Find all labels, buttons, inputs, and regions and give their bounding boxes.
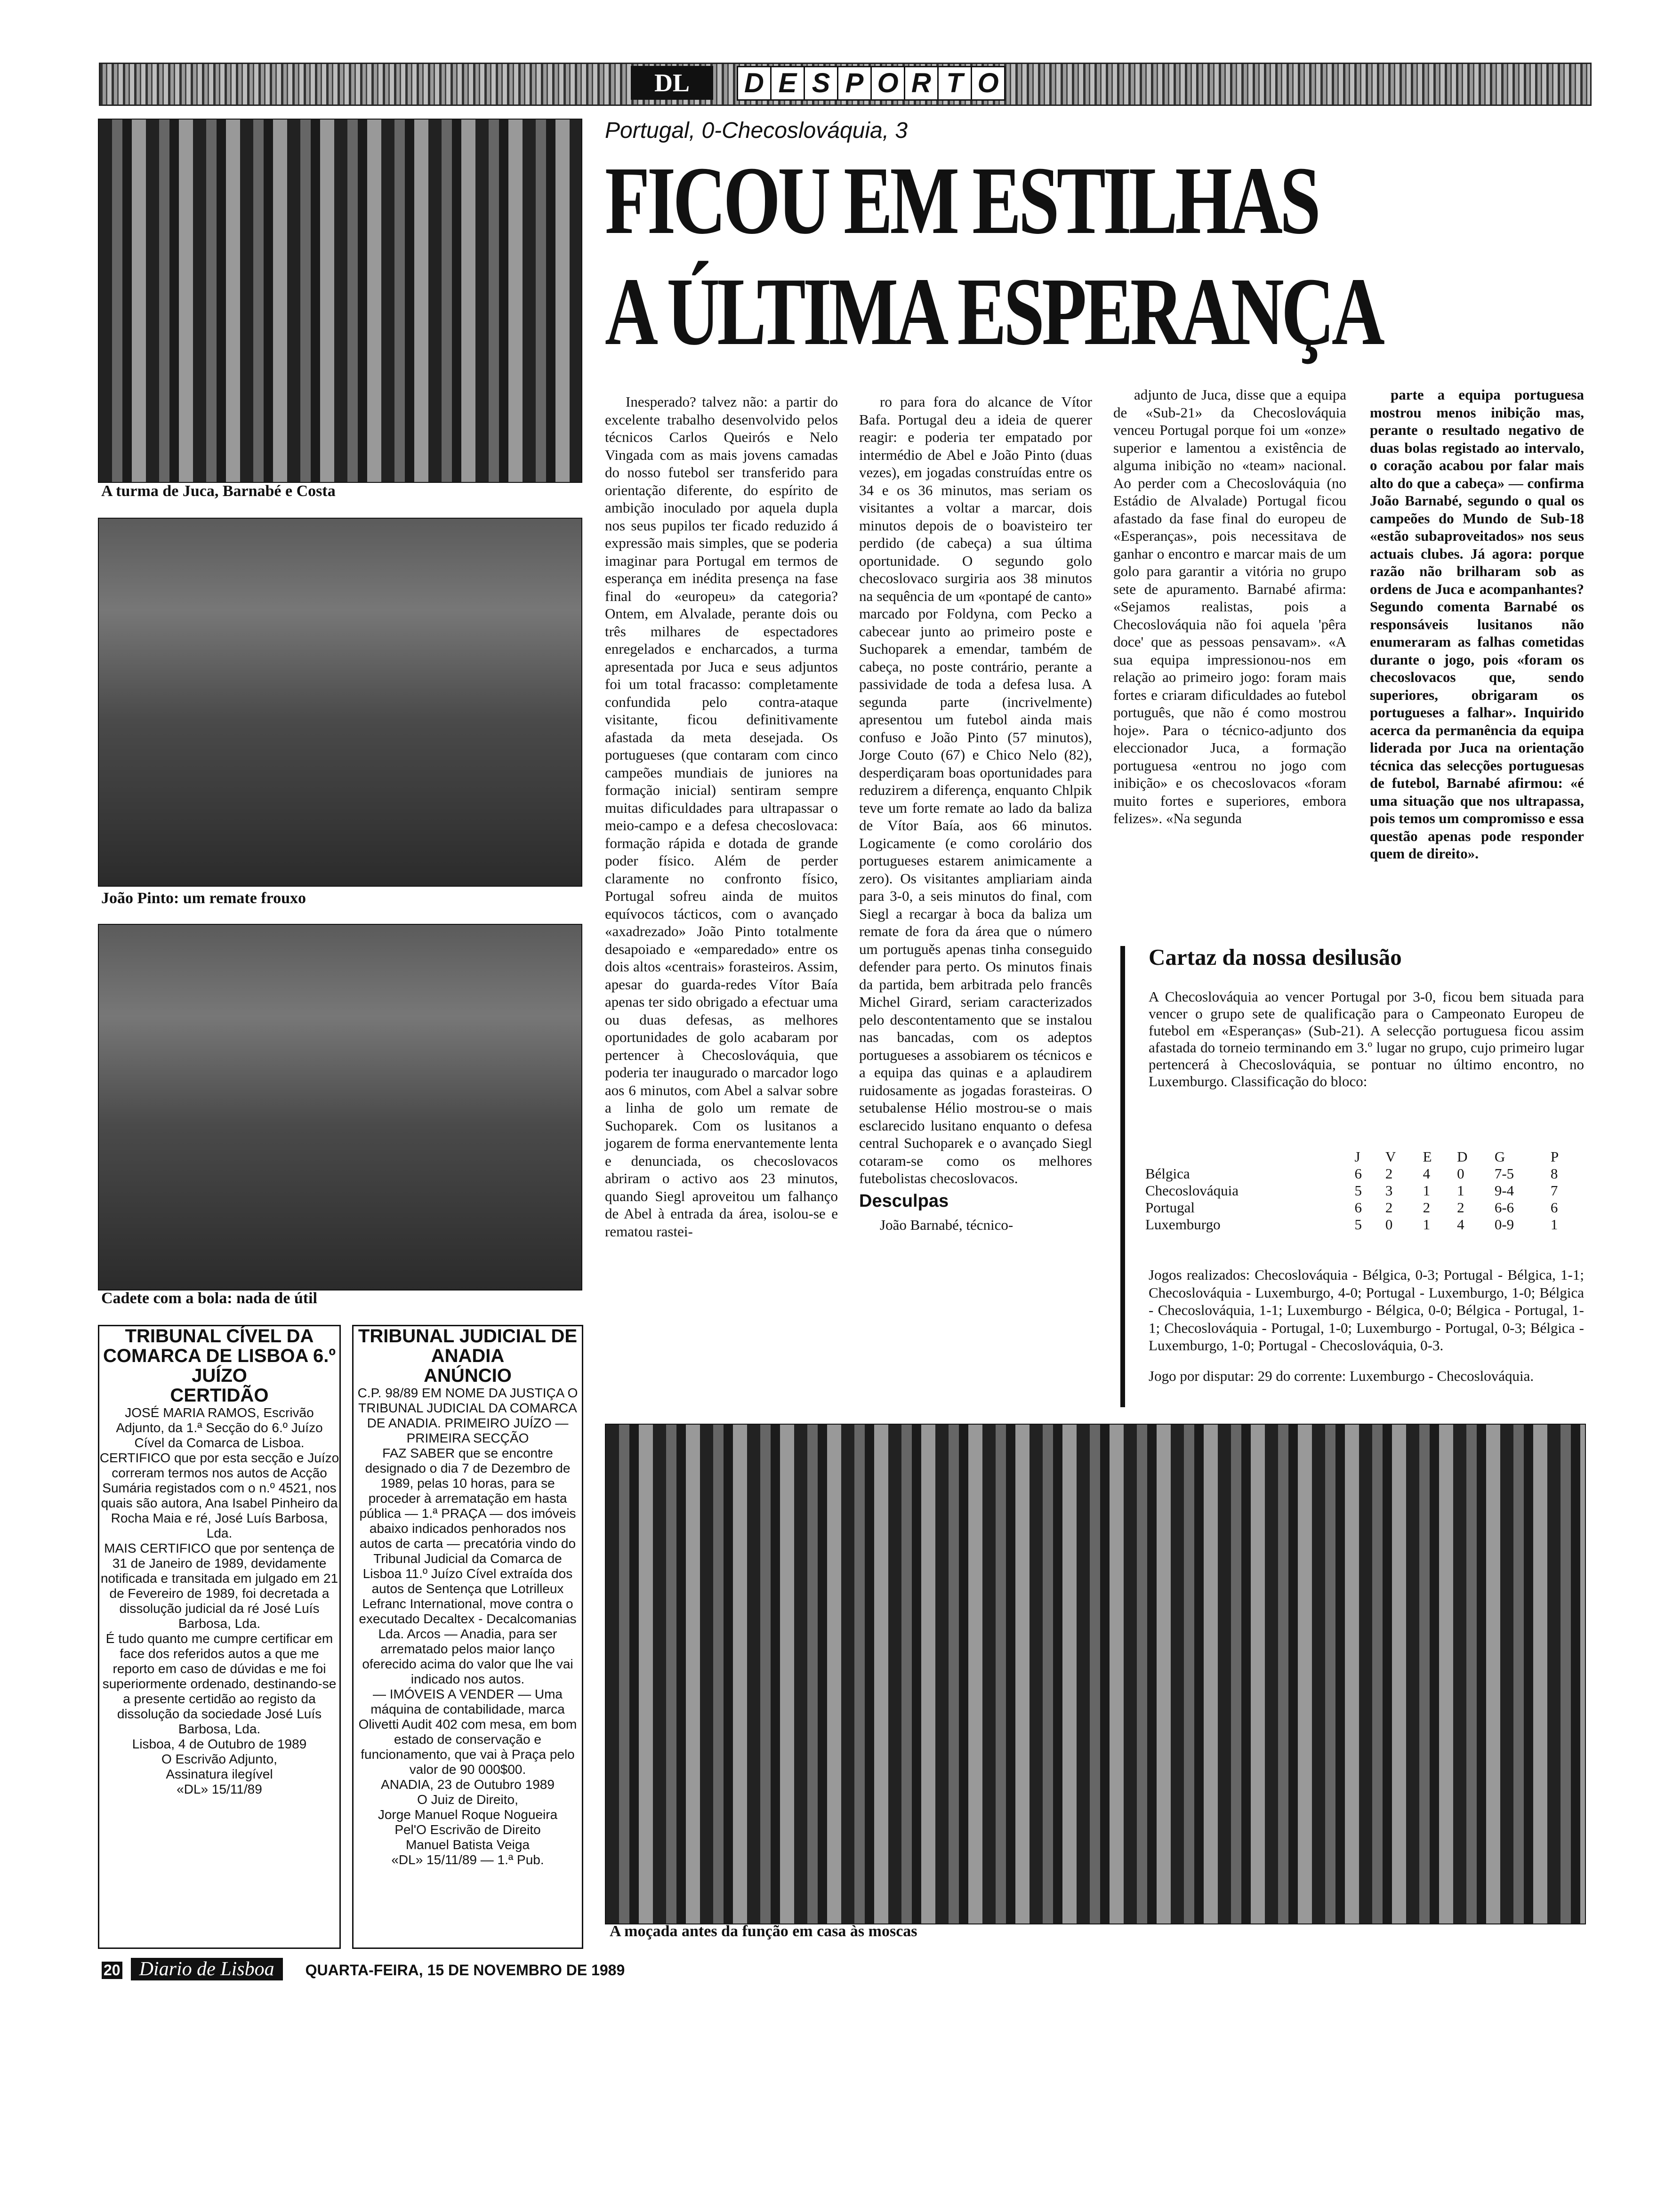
photo-caption: A turma de Juca, Barnabé e Costa [101, 482, 336, 500]
column-text: parte a equipa portuguesa mostrou menos inibição mas, perante o resultado negativo de duas bolas registado ao intervalo, o coração acabou por falar mais alto do que a cabeça» — confirma João Barnabé, segundo o qual os campeões do Mundo de Sub-18 «estão subaproveitados» nos seus actuais clubes. Já agora: porque razão não brilharam sob as ordens de Juca e acompanhantes? Segundo comenta Barnabé os responsáveis lusitanos não enumeraram as falhas cometidas durante o jogo, pois «foram os checoslovacos que, sendo superiores, obrigaram os portugueses a falhar». Inquirido acerca da permanência da equipa liderada por Juca na orientação técnica das selecções portuguesas de futebol, Barnabé afirmou: «é uma situação que nos ultrapassa, pois temos um compromisso e essa questão apenas pode responder quem de direito». [1370, 386, 1584, 862]
table-cell: 9-4 [1494, 1182, 1514, 1199]
notice-title: TRIBUNAL CÍVEL DA COMARCA DE LISBOA 6.º JUÍZO [103, 1326, 336, 1386]
table-cell: 1 [1423, 1182, 1431, 1199]
table-header-row [1142, 1148, 1579, 1165]
notice-subtitle: ANÚNCIO [424, 1365, 512, 1386]
notice-signature: Assinatura ilegível [166, 1767, 273, 1781]
column-text: João Barnabé, técnico- [880, 1216, 1014, 1233]
page-number: 20 [102, 1962, 122, 1979]
notice-ref: «DL» 15/11/89 [177, 1782, 262, 1796]
table-cell: 7 [1550, 1182, 1558, 1199]
headline-line: A ÚLTIMA ESPERANÇA [605, 257, 1382, 365]
issue-date: QUARTA-FEIRA, 15 DE NOVEMBRO DE 1989 [305, 1962, 625, 1979]
notice-signature: Manuel Batista Veiga [405, 1837, 530, 1852]
table-row [1142, 1199, 1579, 1216]
article-column [1370, 386, 1584, 930]
table-cell: 1 [1423, 1216, 1431, 1233]
page-footer [102, 1958, 1137, 1980]
article-column [605, 393, 838, 1344]
team-name: Portugal [1145, 1199, 1195, 1216]
table-cell: 2 [1385, 1199, 1393, 1216]
notice-subtitle: CERTIDÃO [170, 1385, 269, 1406]
team-photo [98, 119, 582, 483]
notice-signature: O Escrivão Adjunto, [161, 1752, 277, 1766]
table-cell: 6-6 [1494, 1199, 1514, 1216]
standings-table [1142, 1148, 1579, 1233]
notice-text: MAIS CERTIFICO que por sentença de 31 de Janeiro de 1989, devidamente notificada e transitada em julgado em 21 de Fevereiro de 1989, foi decretada a dissolução judicial da ré José Luís Barbosa, Lda. [100, 1541, 338, 1631]
table-cell: 5 [1354, 1216, 1362, 1233]
headline-line: FICOU EM ESTILHAS [605, 146, 1318, 254]
notice-text: FAZ SABER que se encontre designado o dia 7 de Dezembro de 1989, pelas 10 horas, para se proceder à arrematação em hasta pública — 1.ª PRAÇA — dos imóveis abaixo indicados penhorados nos autos de carta — precatória vindo do Tribunal Judicial da Comarca de Lisboa 11.º Juízo Cível extraída dos autos de Sentença que Lotrilleux Lefranc International, move contra o executado Decaltex - Decalcomanias Lda. Arcos — Anadia, para ser arrematado pelos maior lanço oferecido acima do valor que lhe vai indicado nos autos. [359, 1446, 577, 1686]
sidebar-rule [1120, 946, 1125, 1407]
notice-text: C.P. 98/89 EM NOME DA JUSTIÇA O TRIBUNAL JUDICIAL DA COMARCA DE ANADIA. PRIMEIRO JUÍZO — PRIMEIRA SECÇÃO [357, 1386, 578, 1445]
table-cell: 5 [1354, 1182, 1362, 1199]
table-cell: 6 [1550, 1199, 1558, 1216]
table-row [1142, 1182, 1579, 1199]
section-letter: T [937, 66, 972, 101]
newspaper-name: Diario de Lisboa [131, 1958, 283, 1980]
column-text: ro para fora do alcance de Vítor Bafa. Portugal deu a ideia de querer reagir: e poderia ter empatado por intermédio de Abel e João Pinto (duas vezes), em jogadas construídas entre os 34 e os 36 minutos, mas seriam os visitantes a voltar a marcar, dois minutos depois de o boavisteiro ter perdido (de cabeça) a sua última oportunidade. O segundo golo checoslovaco surgiria aos 38 minutos na sequência de um «pontapé de canto» marcado por Foldyna, com Pecko a cabecear junto ao primeiro poste e Suchoparek a emendar, também de cabeça, no poste contrário, perante a passividade de toda a defesa lusa. A segunda parte (incrivelmente) apresentou um futebol ainda mais confuso e João Pinto (57 minutos), Jorge Couto (67) e Chico Nelo (82), desperdiçaram boas oportunidades para reduzirem a diferença, enquanto Chlpik teve um forte remate ao lado da baliza de Vítor Baía, aos 66 minutos. Logicamente (e como corolário dos portugueses estarem animicamente a zero). Os visitantes ampliariam ainda para 3-0, a seis minutos do final, com Siegl a recargar à boca da baliza um remate de fora da área que o número um portuguěs apenas tinha conseguido defender para perto. Os minutos finais da partida, bem arbitrada pelo francês Michel Girard, seriam caracterizados pelo descontentamento que se instalou nas bancadas, com os adeptos portugueses a assobiarem os técnicos e a equipa das quinas e a aplaudirem ruidosamente as jogadas forasteiras. O setubalense Hélio mostrou-se o mais esclarecido lusitano enquanto o defesa central Suchoparek e o avançado Siegl cotaram-se como os melhores futebolistas checoslovacos. [859, 393, 1092, 1186]
notice-text: É tudo quanto me cumpre certificar em face dos referidos autos a que me reporto em caso de dúvidas e me foi superiormente ordenado, destinando-se a presente certidão ao registo da dissolução da sociedade José Luís Barbosa, Lda. [102, 1631, 337, 1736]
table-cell: 0 [1457, 1165, 1464, 1182]
table-cell: 6 [1354, 1165, 1362, 1182]
table-cell: 4 [1457, 1216, 1464, 1233]
section-letter: O [971, 66, 1005, 101]
table-cell: 6 [1354, 1199, 1362, 1216]
article-subtitle: Portugal, 0-Checoslováquia, 3 [605, 118, 908, 143]
table-cell: 2 [1423, 1199, 1431, 1216]
table-header: E [1423, 1148, 1432, 1165]
photo-caption: João Pinto: um remate frouxo [101, 890, 306, 907]
table-cell: 0-9 [1494, 1216, 1514, 1233]
table-cell: 1 [1457, 1182, 1464, 1199]
column-heading: Desculpas [859, 1191, 949, 1211]
notice-signature: O Juiz de Direito, [417, 1792, 518, 1807]
match-photo [98, 924, 582, 1290]
section-letter: P [837, 66, 872, 101]
article-headline [605, 145, 1382, 367]
table-cell: 4 [1423, 1165, 1431, 1182]
match-photo [98, 518, 582, 887]
section-letter: D [737, 66, 772, 101]
table-cell: 1 [1550, 1216, 1558, 1233]
table-cell: 2 [1457, 1199, 1464, 1216]
sidebar-intro: A Checoslováquia ao vencer Portugal por 3-0, ficou bem situada para vencer o grupo sete de qualificação para o Campeonato Europeu de futebol em «Esperanças» (Sub-21). A selecção portuguesa ficou assim afastada do torneio terminando em 3.º lugar no grupo, cujo primeiro lugar pertencerá à Checoslováquia, se pontuar no último encontro, no Luxemburgo. Classificação do bloco: [1149, 988, 1584, 1090]
table-header: J [1354, 1148, 1360, 1165]
notice-text: JOSÉ MARIA RAMOS, Escrivão Adjunto, da 1.ª Secção do 6.º Juízo Cível da Comarca de Lisboa. CERTIFICO que por esta secção e Juízo correram termos nos autos de Acção Sumária registados com o n.º 4521, nos quais são autora, Ana Isabel Pinheiro da Rocha Maia e ré, José Luís Barbosa, Lda. [99, 1405, 339, 1540]
pending-game: Jogo por disputar: 29 do corrente: Luxemburgo - Checoslováquia. [1149, 1368, 1534, 1384]
played-results: Jogos realizados: Checoslováquia - Bélgica, 0-3; Portugal - Bélgica, 1-1; Checoslováquia - Luxemburgo, 4-0; Portugal - Luxemburgo, 1-0; Bélgica - Checoslováquia, 1-1; Luxemburgo - Bélgica, 0-0; Bélgica - Portugal, 1-1; Checoslováquia - Portugal, 1-0; Luxemburgo - Portugal, 0-3; Bélgica - Luxemburgo, 1-0; Portugal - Checoslováquia, 0-3. [1149, 1266, 1584, 1354]
section-letter: S [804, 66, 838, 101]
table-header: P [1550, 1148, 1559, 1165]
table-cell: 2 [1385, 1165, 1393, 1182]
column-text: Inesperado? talvez não: a partir do excelente trabalho desenvolvido pelos técnicos Carlos Queirós e Nelo Vingada com as mais jovens camadas do nosso futebol ser transferido para orientação diferente, do espírito de ambição inoculado por aquela dupla nos seus pupilos ter ficado reduzido á expressão mais simples, que se poderia imaginar para Portugal em termos de esperança em inédita presença na fase final do «europeu» da categoria? Ontem, em Alvalade, perante dois ou três milhares de espectadores enregelados e encharcados, a turma apresentada por Juca e seus adjuntos foi um total fracasso: completamente confundida pelo contra-ataque visitante, ficou definitivamente afastada da meta desejada. Os portugueses (que contaram com cinco campeões mundiais de juniores na formação inicial) sentiram sempre muitas dificuldades para ultrapassar o meio-campo e a defesa checoslovaca: formação rápida e dotada de grande poder físico. Além de perder claramente no confronto físico, Portugal sofreu ainda de muitos equívocos tácticos, com o avançado «axadrezado» João Pinto totalmente desapoiado e «emparedado» entre os dois altos «centrais» forasteiros. Assim, apesar do guarda-redes Vítor Baía apenas ter sido obrigado a efectuar uma ou duas defesas, as melhores oportunidades de golo acabaram por pertencer à Checoslováquia, que poderia ter inaugurado o marcador logo aos 6 minutos, com Abel a salvar sobre a linha de golo um remate de Suchoparek. Com os lusitanos a jogarem de forma enervantemente lenta e denunciada, os checoslovacos abriram o activo aos 23 minutos, quando Siegl aproveitou um falhanço de Abel à entrada da área, isolou-se e rematou rastei- [605, 393, 838, 1240]
lineup-photo [605, 1424, 1586, 1924]
court-notice [98, 1325, 341, 1949]
team-name: Checoslováquia [1145, 1182, 1239, 1199]
team-name: Bélgica [1145, 1165, 1190, 1182]
table-cell: 0 [1385, 1216, 1393, 1233]
sidebar-title: Cartaz da nossa desilusão [1149, 944, 1402, 970]
table-header: D [1457, 1148, 1468, 1165]
table-header: G [1494, 1148, 1505, 1165]
section-letter: R [904, 66, 939, 101]
notice-date: ANADIA, 23 de Outubro 1989 [381, 1777, 555, 1792]
table-cell: 3 [1385, 1182, 1393, 1199]
table-header: V [1385, 1148, 1396, 1165]
notice-ref: «DL» 15/11/89 — 1.ª Pub. [391, 1852, 544, 1867]
table-cell: 7-5 [1494, 1165, 1514, 1182]
notice-date: Lisboa, 4 de Outubro de 1989 [132, 1737, 307, 1751]
notice-text: — IMÓVEIS A VENDER — Uma máquina de contabilidade, marca Olivetti Audit 402 com mesa, em bom estado de conservação e funcionamento, que vai à Praça pelo valor de 90 000$00. [358, 1687, 577, 1777]
section-title [737, 66, 1004, 100]
team-name: Luxemburgo [1145, 1216, 1221, 1233]
table-row [1142, 1165, 1579, 1182]
newspaper-logo: DL [631, 66, 713, 100]
section-letter: E [770, 66, 805, 101]
photo-caption: Cadete com a bola: nada de útil [101, 1290, 317, 1307]
court-notice [352, 1325, 583, 1949]
photo-caption: A moçada antes da função em casa às moscas [610, 1923, 917, 1940]
table-cell: 8 [1550, 1165, 1558, 1182]
article-column [859, 393, 1092, 1410]
notice-title: TRIBUNAL JUDICIAL DE ANADIA [358, 1326, 578, 1366]
notice-signature: Pel'O Escrivão de Direito [394, 1822, 541, 1837]
column-text: adjunto de Juca, disse que a equipa de «Sub-21» da Checoslováquia venceu Portugal porque foi um «onze» superior e lamentou a existência de alguma inibição no «team» nacional. Ao perder com a Checoslováquia (no Estádio de Alvalade) Portugal ficou afastado da fase final do europeu de «Esperanças», pois necessitava de ganhar o encontro e marcar mais de um golo para garantir a vitória no grupo sete de apuramento. Barnabé afirma: «Sejamos realistas, pois a Checoslováquia não foi aquela 'pêra doce' que as pessoas pensavam». «A sua equipa impressionou-nos em relação ao primeiro jogo: foram mais fortes e criaram dificuldades ao futebol português, que não é como mostrou hoje». Para o técnico-adjunto dos eleccionador Juca, a formação portuguesa «entrou no jogo com inibição» e os checoslovacos «foram muito fortes e superiores, embora felizes». «Na segunda [1113, 386, 1346, 826]
table-row [1142, 1216, 1579, 1233]
section-letter: O [870, 66, 905, 101]
notice-signature: Jorge Manuel Roque Nogueira [378, 1807, 558, 1822]
